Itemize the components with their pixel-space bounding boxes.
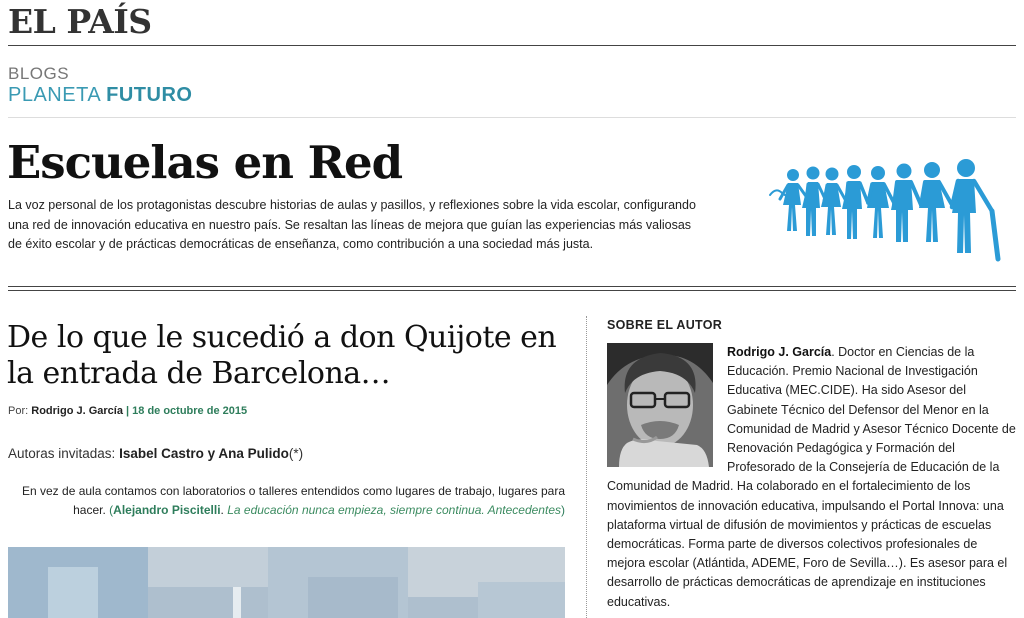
byline-author-link[interactable]: Rodrigo J. García: [31, 405, 123, 417]
quote-open: (: [109, 502, 114, 517]
quote-text: En vez de aula contamos con laboratorios o talleres entendidos como lugares de trabajo, lugares para hacer.: [22, 484, 565, 517]
byline-separator: |: [126, 405, 130, 417]
epigraph-quote: En vez de aula contamos con laboratorios o talleres entendidos como lugares de trabajo, lugares para hacer. (Alejandro Piscitelli. La educación nunca empieza, siempre continua. Antecedentes): [22, 484, 565, 517]
figure-icon: [802, 167, 826, 237]
content-divider: [8, 286, 1016, 291]
header-divider: [8, 45, 1016, 46]
post-title[interactable]: De lo que le sucedió a don Quijote en la entrada de Barcelona…: [7, 320, 557, 391]
invited-names: Isabel Castro y Ana Pulido: [119, 446, 289, 461]
invited-authors: [8, 446, 303, 461]
article-image: [8, 547, 565, 618]
author-bio: [607, 343, 1017, 612]
section-prefix: PLANETA: [8, 84, 101, 106]
quote-source-link[interactable]: La educación nunca empieza, siempre continua. Antecedentes: [227, 502, 561, 517]
blogs-label[interactable]: BLOGS: [8, 64, 70, 83]
el-pais-logo[interactable]: EL PAÍS: [8, 2, 152, 41]
quote-author-link[interactable]: Alejandro Piscitelli: [113, 502, 221, 517]
blog-description: La voz personal de los protagonistas descubre historias de aulas y pasillos, y reflexiones sobre la vida escolar, configurando una red de innovación educativa en nuestro país. Se resaltan las líneas de mejora que guían las experiencias más valiosas de éxito escolar y de prácticas democráticas de enseñanza, como contribución a una sociedad más justa.: [8, 198, 696, 251]
quote-close: ): [561, 502, 565, 517]
section-divider: [8, 117, 1016, 118]
byline-prefix: Por:: [8, 405, 29, 417]
blog-section-link[interactable]: [8, 84, 192, 107]
post-date: 18 de octubre de 2015: [132, 405, 248, 417]
byline: [8, 405, 247, 417]
figure-icon: [919, 162, 952, 242]
author-name-link[interactable]: Rodrigo J. García: [727, 345, 832, 359]
section-suffix: FUTURO: [106, 84, 193, 106]
figure-icon: [891, 164, 921, 243]
figure-icon: [867, 166, 894, 238]
figure-icon: [952, 159, 998, 259]
column-separator: [586, 316, 587, 618]
author-bio-text: . Doctor en Ciencias de la Educación. Premio Nacional de Investigación Educativa (MEC.CIDE). Ha sido Asesor del Gabinete Técnico del Defensor del Menor en la Comunidad de Madrid y Asesor Técnico Docente de Renovación Pedagógica y Formación del Profesorado de la Consejería de Educación de la Comunidad de Madrid. Ha colaborado en el fortalecimiento de los movimientos de innovación educativa, impulsando el Portal Innova: una plataforma virtual de difusión de movimientos y prácticas de escuelas democráticas. Forma parte de diversos colectivos profesionales de mejora escolar (Atlántida, ADEME, Foro de Sevilla…). Es asesor para el desarrollo de prácticas democráticas de aprendizaje en instituciones educativas.: [607, 345, 1016, 609]
sidebar-heading: SOBRE EL AUTOR: [607, 318, 723, 332]
figure-icon: [821, 168, 846, 236]
figure-icon: [842, 165, 868, 239]
blog-title[interactable]: Escuelas en Red: [7, 136, 403, 189]
invited-prefix: Autoras invitadas:: [8, 446, 116, 461]
figure-icon: [780, 169, 808, 231]
people-chain-illustration: [766, 155, 1012, 265]
invited-suffix: (*): [288, 446, 304, 461]
